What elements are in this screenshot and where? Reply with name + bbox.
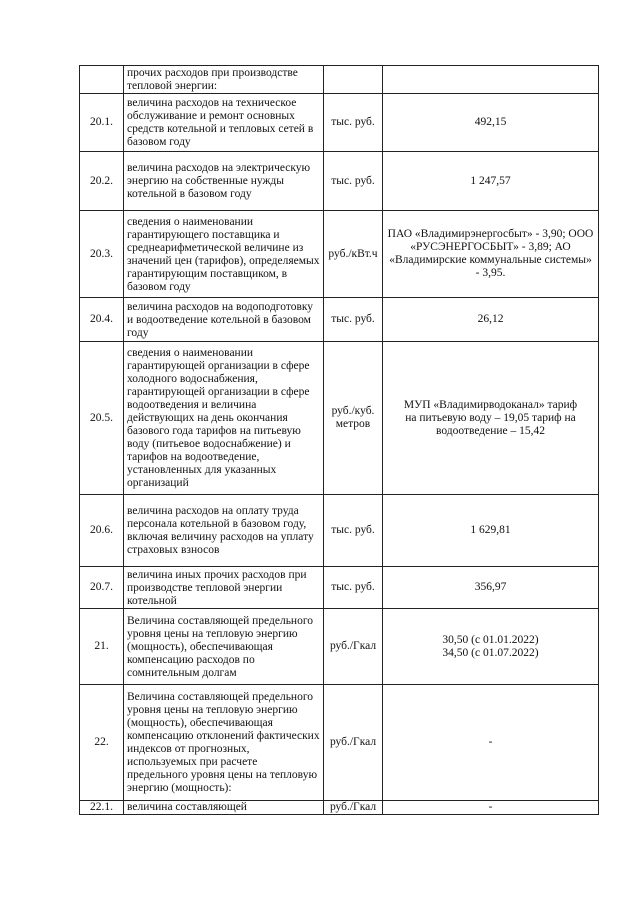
row-value	[383, 211, 599, 298]
row-description	[124, 609, 324, 685]
row-number: 20.7.	[80, 567, 124, 609]
row-number: 20.5.	[80, 342, 124, 495]
row-number: 21.	[80, 609, 124, 685]
row-description-text: величина расходов на оплату труда персонала котельной в базовом году, включая величину расходов на уплату страховых взносов	[127, 505, 314, 556]
row-unit: тыс. руб.	[324, 298, 383, 342]
row-description-text: прочих расходов при производстве тепловой энергии:	[127, 67, 298, 92]
row-unit: руб./Гкал	[324, 801, 383, 815]
row-description	[124, 567, 324, 609]
row-description-text: величина расходов на техническое обслуживание и ремонт основных средств котельной и тепловых сетей в базовом году	[127, 97, 314, 148]
row-description-text: величина составляющей	[127, 801, 247, 813]
row-number: 20.3.	[80, 211, 124, 298]
row-description	[124, 94, 324, 152]
row-description	[124, 495, 324, 567]
row-number: 20.6.	[80, 495, 124, 567]
table-row	[80, 801, 599, 815]
row-value-text: ПАО «Владимирэнергосбыт» - 3,90; ООО «РУСЭНЕРГОСБЫТ» - 3,89; АО «Владимирские коммунальные системы» - 3,95.	[387, 228, 594, 279]
row-description	[124, 685, 324, 801]
row-value-text: 30,50 (с 01.01.2022) 34,50 (с 01.07.2022)	[442, 633, 539, 659]
row-unit: руб./куб. метров	[324, 342, 383, 495]
table-row	[80, 66, 599, 94]
row-description-text: Величина составляющей предельного уровня цены на тепловую энергию (мощность), обеспечивающая компенсацию отклонений фактических индексов от прогнозных, используемых при расчете предельного уровня цены на тепловую энергию (мощность):	[127, 691, 320, 794]
row-description	[124, 211, 324, 298]
row-value	[383, 609, 599, 685]
row-unit	[324, 66, 383, 94]
table-row	[80, 609, 599, 685]
row-unit: тыс. руб.	[324, 152, 383, 211]
row-description-text: величина расходов на водоподготовку и водоотведение котельной в базовом году	[127, 300, 314, 339]
row-unit: руб./Гкал	[324, 685, 383, 801]
row-unit: руб./Гкал	[324, 609, 383, 685]
row-value: -	[383, 685, 599, 801]
row-description	[124, 298, 324, 342]
row-number: 22.	[80, 685, 124, 801]
row-description	[124, 801, 324, 815]
row-value: 1 629,81	[383, 495, 599, 567]
row-unit: тыс. руб.	[324, 567, 383, 609]
row-number: 20.2.	[80, 152, 124, 211]
row-unit: тыс. руб.	[324, 94, 383, 152]
table-row	[80, 495, 599, 567]
row-description-text: сведения о наименовании гарантирующей организации в сфере холодного водоснабжения, гарантирующей организации в сфере водоотведения и величина действующих на день окончания базового года тарифов на питьевую воду (питьевое водоснабжение) и тарифов на водоотведение, установленных для указанных организаций	[127, 347, 310, 489]
row-value: 26,12	[383, 298, 599, 342]
table-row	[80, 298, 599, 342]
row-description-text: величина иных прочих расходов при производстве тепловой энергии котельной	[127, 568, 307, 607]
table-row	[80, 342, 599, 495]
table-row	[80, 152, 599, 211]
table-row	[80, 685, 599, 801]
tariff-table	[79, 65, 599, 815]
row-description	[124, 66, 324, 94]
row-description	[124, 152, 324, 211]
table-row	[80, 211, 599, 298]
row-description-text: величина расходов на электрическую энергию на собственные нужды котельной в базовом году	[127, 162, 311, 200]
table-row	[80, 94, 599, 152]
row-value: 356,97	[383, 567, 599, 609]
row-value: 492,15	[383, 94, 599, 152]
row-value	[383, 66, 599, 94]
row-unit: тыс. руб.	[324, 495, 383, 567]
row-number	[80, 66, 124, 94]
row-value-text: МУП «Владимирводоканал» тариф на питьевую воду – 19,05 тариф на водоотведение – 15,42	[403, 398, 578, 437]
row-description	[124, 342, 324, 495]
row-value: -	[383, 801, 599, 815]
row-number: 20.1.	[80, 94, 124, 152]
row-unit: руб./кВт.ч	[324, 211, 383, 298]
row-value	[383, 342, 599, 495]
row-value: 1 247,57	[383, 152, 599, 211]
row-number: 22.1.	[80, 801, 124, 815]
row-number: 20.4.	[80, 298, 124, 342]
table-row	[80, 567, 599, 609]
row-description-text: Величина составляющей предельного уровня цены на тепловую энергию (мощность), обеспечивающая компенсацию расходов по сомнительным долгам	[127, 614, 314, 679]
row-description-text: сведения о наименовании гарантирующего поставщика и среднеарифметической величине из значений цен (тарифов), определяемых гарантирующим поставщиком, в базовом году	[127, 215, 320, 293]
